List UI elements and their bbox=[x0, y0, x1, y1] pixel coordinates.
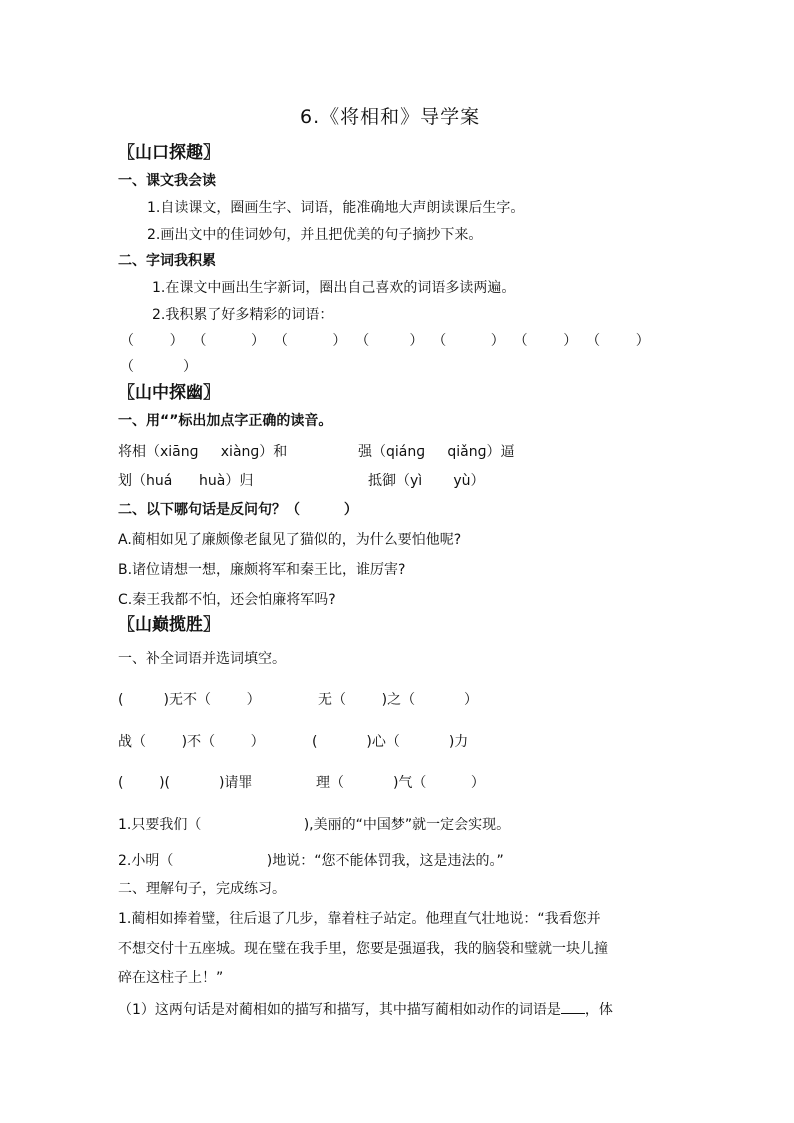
comprehension-question-1[interactable] bbox=[118, 999, 613, 1019]
idiom-blank-1[interactable]: ( )无不（ ） bbox=[118, 692, 261, 708]
section-heading-shankou: 〖山口探趣〗 bbox=[118, 143, 220, 163]
reading-item-2: 2.画出文中的佳词妙句，并且把优美的句子摘抄下来。 bbox=[147, 227, 483, 243]
idiom-blank-5[interactable]: ( )( )请罪 bbox=[118, 775, 253, 791]
idiom-blank-6[interactable]: 理（ )气（ ） bbox=[316, 775, 485, 791]
part-heading-comprehension: 二、理解句子，完成练习。 bbox=[118, 881, 286, 897]
passage-line-3: 碎在这柱子上！” bbox=[118, 970, 224, 986]
part-heading-vocab: 二、字词我积累 bbox=[118, 253, 216, 269]
section-heading-shandian: 〖山巅揽胜〗 bbox=[118, 615, 220, 635]
vocab-item-1: 1.在课文中画出生字新词，圈出自己喜欢的词语多读两遍。 bbox=[152, 280, 516, 296]
vocab-item-2: 2.我积累了好多精彩的词语： bbox=[152, 307, 334, 323]
idiom-blank-2[interactable]: 无（ )之（ ） bbox=[318, 692, 479, 708]
part-heading-reading: 一、课文我会读 bbox=[118, 173, 216, 189]
pronunciation-qiangbi[interactable]: 强（qiánɡ qiǎnɡ）逼 bbox=[358, 444, 515, 460]
idiom-blank-4[interactable]: ( )心（ )力 bbox=[312, 734, 469, 750]
option-c[interactable]: C.秦王我都不怕，还会怕廉将军吗? bbox=[118, 592, 336, 608]
option-a[interactable]: A.蔺相如见了廉颇像老鼠见了猫似的，为什么要怕他呢? bbox=[118, 532, 462, 548]
pronunciation-huagui[interactable]: 划（huá huà）归 bbox=[118, 473, 254, 489]
option-b[interactable]: B.诸位请想一想，廉颇将军和秦王比，谁厉害? bbox=[118, 562, 406, 578]
passage-line-1: 1.蔺相如捧着璧，往后退了几步，靠着柱子站定。他理直气壮地说：“我看您并 bbox=[118, 911, 601, 927]
part-heading-rhetorical: 二、以下哪句话是反问句？（ ） bbox=[118, 502, 358, 518]
part-heading-pronunciation: 一、用“”标出加点字正确的读音。 bbox=[118, 413, 333, 429]
pronunciation-jiangxiang[interactable]: 将相（xiānɡ xiànɡ）和 bbox=[118, 444, 288, 460]
page-title: 6.《将相和》导学案 bbox=[300, 106, 481, 128]
question-end: ，体 bbox=[584, 1002, 613, 1018]
section-heading-shanzhong: 〖山中探幽〗 bbox=[118, 383, 220, 403]
fill-sentence-1[interactable]: 1.只要我们（ ),美丽的“中国梦”就一定会实现。 bbox=[118, 817, 511, 833]
passage-line-2: 不想交付十五座城。现在璧在我手里，您要是强逼我，我的脑袋和璧就一块儿撞 bbox=[118, 941, 608, 957]
part-heading-idioms: 一、补全词语并选词填空。 bbox=[118, 651, 286, 667]
question-text: （1）这两句话是对蔺相如的描写和描写，其中描写蔺相如动作的词语是 bbox=[118, 1002, 561, 1018]
reading-item-1: 1.自读课文，圈画生字、词语，能准确地大声朗读课后生字。 bbox=[147, 200, 525, 216]
pronunciation-diyu[interactable]: 抵御（yì yù） bbox=[368, 473, 485, 489]
answer-blank[interactable] bbox=[561, 999, 585, 1014]
vocab-blanks-row-1[interactable]: （ ） （ ） （ ） （ ） （ ） （ ） （ ） bbox=[120, 333, 650, 349]
fill-sentence-2[interactable]: 2.小明（ )地说：“您不能体罚我，这是违法的。” bbox=[118, 853, 504, 869]
idiom-blank-3[interactable]: 战（ )不（ ） bbox=[118, 734, 265, 750]
vocab-blanks-row-2[interactable]: （ ） bbox=[120, 359, 197, 375]
